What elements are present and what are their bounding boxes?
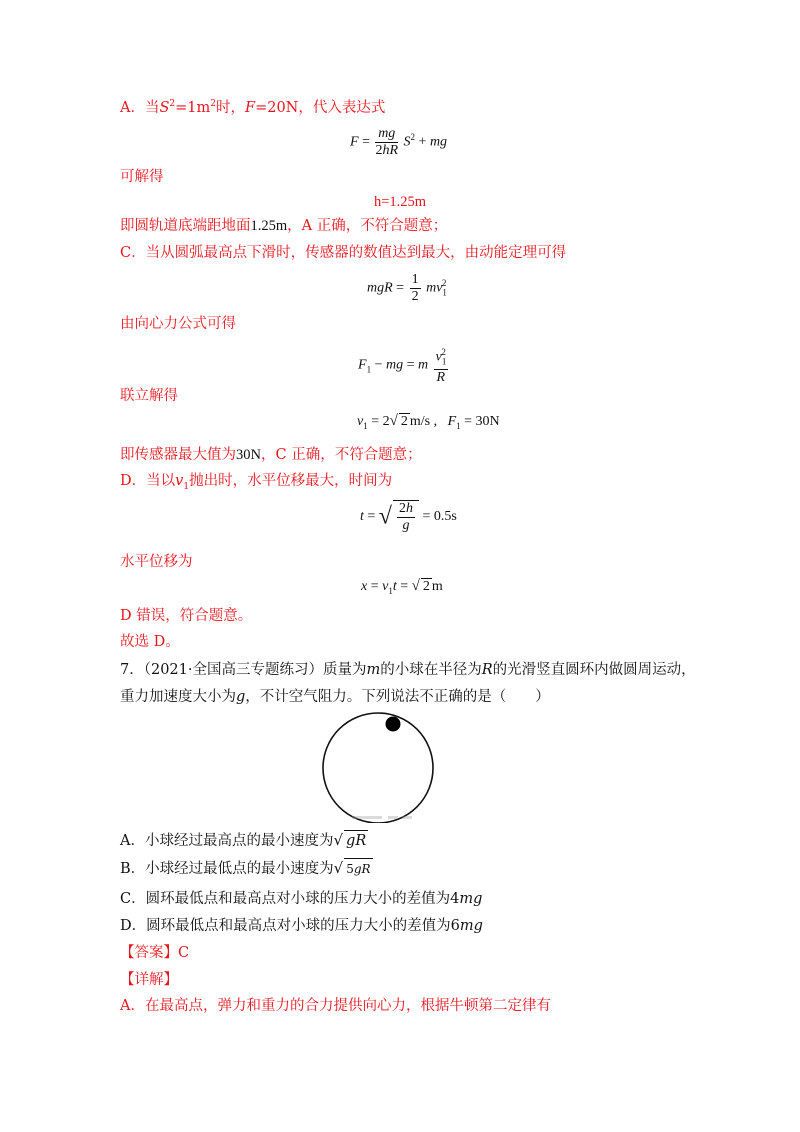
- answer-value: C: [178, 945, 190, 961]
- equation-energy: mgR = $\frac{1}{2}$ $mv_1^2$: [367, 272, 447, 304]
- text-a-f: =20N，代入表达式: [255, 99, 386, 116]
- text-shuiping: 水平位移为: [120, 554, 193, 570]
- option-b-label: B．小球经过最低点的最小速度为: [120, 861, 334, 877]
- text-d-wrong: D 错误，符合题意。: [120, 608, 253, 624]
- equation-v1-f1: $v_1 = 2√$ 2 m/s , $F_1 = 30N$: [357, 413, 500, 431]
- text-lianli: 联立解得: [120, 388, 178, 404]
- answer-label: 【答案】: [120, 945, 178, 961]
- text-ji-distance: [120, 216, 447, 236]
- option-a-explanation: A．当$S^2=1m^2$时，F=20N，代入表达式: [120, 99, 386, 116]
- text-max-post: ，C 正确，不符合题意；: [260, 447, 422, 463]
- value-30n: 30N: [236, 447, 261, 463]
- option-d-label: D．圆环最低点和最高点对小球的压力大小的差值为: [120, 918, 451, 934]
- text-a-pre: A．当: [120, 99, 160, 116]
- question-number: 7．: [120, 662, 144, 678]
- text-xiangxin: 由向心力公式可得: [120, 316, 236, 332]
- option-c-expr: mg: [459, 891, 483, 907]
- text-max-pre: 即传感器最大值为: [120, 447, 236, 463]
- option-d: [120, 916, 483, 936]
- stem-line2b: ，不计空气阻力。下列说法不正确的是（ ）: [245, 689, 550, 705]
- text-d-pre: D．当以: [120, 473, 176, 489]
- equation-displacement: $x = v_1t$ = √ 2 m: [361, 578, 443, 596]
- answer-line: [120, 943, 189, 963]
- stem-m: m: [366, 662, 381, 678]
- stem-line2a: 重力加速度大小为: [120, 689, 236, 705]
- option-a: [120, 830, 368, 851]
- text-a-post: 时，: [216, 99, 246, 116]
- equation-time: t = √ $\frac{2h}{g}$ = 0.5s: [360, 501, 457, 533]
- option-c-label: C．圆环最低点和最高点对小球的压力大小的差值为: [120, 891, 451, 907]
- equation-centripetal: $F_1$ − mg = m $\frac{v_1^2}{R}$: [358, 344, 450, 386]
- stem-g: g: [236, 689, 246, 705]
- text-ji-pre: 即圆轨道底端距地面: [120, 218, 251, 234]
- option-b-coef: 5: [346, 862, 354, 876]
- small-ball: [386, 717, 401, 732]
- text-ji-post: ，A 正确，不符合题意；: [287, 218, 448, 234]
- option-c: [120, 889, 482, 909]
- option-d-expr: mg: [459, 918, 483, 934]
- value-125m: 1.25m: [250, 218, 288, 234]
- stem-part2: 的小球在半径为: [380, 662, 482, 678]
- text-d-post: 抛出时，水平位移最大，时间为: [189, 473, 393, 489]
- watermark-strip: [352, 816, 412, 819]
- option-c-explanation: C．当从圆弧最高点下滑时，传感器的数值达到最大，由动能定理可得: [120, 245, 567, 261]
- circle-ring-figure: [300, 708, 460, 823]
- option-b-expr: gR: [353, 862, 371, 876]
- text-max-value: [120, 445, 422, 465]
- stem-part1: 质量为: [323, 662, 367, 678]
- text-guxuan: 故选 D。: [120, 634, 180, 650]
- question-source: （2021·全国高三专题练习）: [143, 662, 323, 678]
- sqrt-symbol: √: [333, 831, 344, 849]
- text-ke-jiede: 可解得: [120, 169, 164, 185]
- option-c-coef: 4: [450, 891, 460, 907]
- question-7-stem-line1: [120, 660, 696, 680]
- text-a-mid: =1m: [175, 99, 211, 116]
- question-7-stem-line2: [120, 687, 550, 707]
- option-b: [120, 858, 373, 879]
- option-a-expr: gR: [344, 830, 368, 851]
- stem-part3: 的光滑竖直圆环内做圆周运动，: [492, 662, 696, 678]
- option-a-label: A．小球经过最高点的最小速度为: [120, 833, 334, 849]
- sqrt-symbol: √: [333, 859, 344, 877]
- equation-f-expression: F = $\frac{mg}{2hR}$ $S^2$ + mg: [350, 126, 448, 158]
- option-d-coef: 6: [450, 918, 460, 934]
- detail-label: 【详解】: [120, 972, 178, 988]
- equation-h-result: h=1.25m: [374, 194, 427, 210]
- stem-r: R: [481, 662, 493, 678]
- detail-a: A．在最高点，弹力和重力的合力提供向心力，根据牛顿第二定律有: [120, 998, 551, 1014]
- option-d-explanation: D．当以$v_1$抛出时，水平位移最大，时间为: [120, 473, 393, 492]
- vertical-ring: [323, 713, 433, 823]
